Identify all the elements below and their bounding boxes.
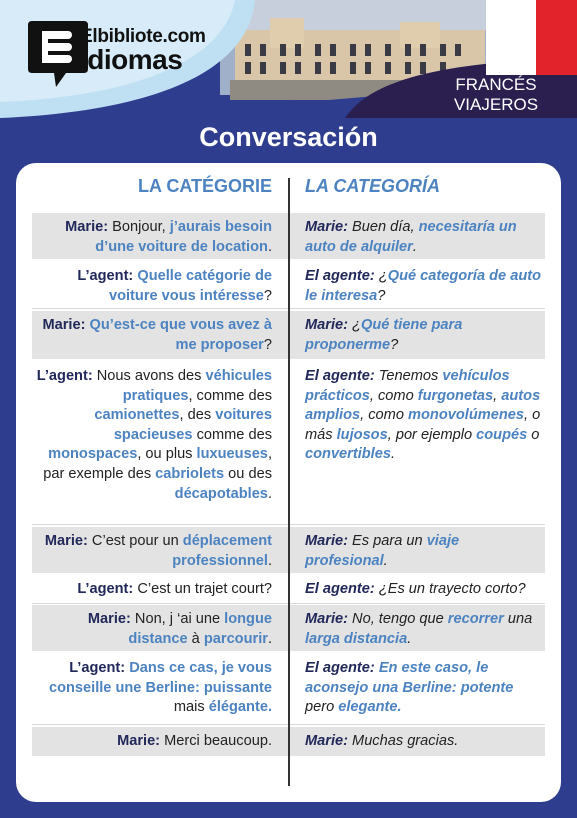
plain-text: pero — [305, 699, 339, 716]
highlighted-phrase: lujosos — [336, 426, 388, 443]
spanish-line — [305, 316, 541, 355]
column-divider — [288, 178, 290, 786]
highlighted-phrase: convertibles — [305, 446, 391, 463]
plain-text: Merci beaucoup. — [160, 733, 272, 749]
plain-text: C’est un trajet court? — [133, 581, 272, 597]
plain-text: , comme des — [188, 387, 272, 404]
plain-text: , — [493, 387, 502, 404]
highlighted-phrase: cabriolets — [155, 465, 225, 482]
highlighted-phrase: déplacement professionnel — [172, 533, 272, 569]
plain-text: . — [267, 485, 272, 502]
plain-text: C’est pour un — [87, 533, 183, 549]
speaker-label: L’agent: — [36, 368, 93, 384]
french-line — [36, 367, 272, 504]
spanish-line — [305, 218, 541, 257]
plain-text: ? — [377, 287, 386, 304]
french-line — [36, 610, 272, 649]
french-line — [36, 532, 272, 571]
speaker-label: Marie: — [305, 611, 348, 627]
plain-text: . — [267, 552, 272, 569]
plain-text: à — [187, 630, 204, 647]
speaker-label: Marie: — [305, 733, 348, 749]
plain-text: comme des — [192, 426, 272, 443]
plain-text: . — [412, 238, 417, 255]
logo-brand-name: Idiomas — [80, 44, 183, 75]
highlighted-phrase: elegante. — [338, 699, 402, 716]
plain-text: , o más — [305, 407, 541, 443]
highlighted-phrase: Dans ce cas, je vous conseille une Berline: puissante — [48, 660, 272, 696]
speaker-label: Marie: — [117, 733, 161, 749]
highlighted-phrase: vehículos prácticos — [305, 368, 510, 404]
speaker-label: L’agent: — [69, 660, 126, 676]
highlighted-phrase: élégante. — [208, 699, 272, 716]
page-title: Conversación — [199, 122, 378, 152]
highlighted-phrase: Quelle catégorie de voiture vous intéresse — [108, 268, 272, 304]
highlighted-phrase: En este caso, le aconsejo una Berline: potente — [305, 660, 514, 696]
plain-text: una — [503, 611, 533, 627]
badge-language: FRANCÉS — [455, 75, 537, 94]
plain-text: , par exemple des — [43, 446, 272, 482]
logo-site-name: Elbibliote.com — [80, 26, 206, 47]
speaker-label: El agente: — [305, 268, 375, 284]
french-line — [36, 316, 272, 355]
highlighted-phrase: Qu’est-ce que vous avez à me proposer — [89, 317, 272, 353]
highlighted-phrase: Qué tiene para proponerme — [305, 317, 463, 353]
highlighted-phrase: voitures spacieuses — [113, 407, 272, 443]
highlighted-phrase: viaje profesional — [305, 533, 460, 569]
spanish-line — [305, 267, 541, 306]
highlighted-phrase: camionettes — [94, 407, 180, 424]
speaker-label: Marie: — [305, 533, 348, 549]
plain-text: Non, j ‘ai une — [130, 611, 225, 627]
speaker-label: Marie: — [305, 317, 348, 333]
plain-text: ¿ — [347, 317, 361, 333]
plain-text: mais — [173, 699, 209, 716]
plain-text: . — [390, 446, 396, 463]
highlighted-phrase: monovolúmenes — [408, 407, 524, 424]
spanish-line — [305, 532, 541, 571]
plain-text: . — [383, 552, 388, 569]
plain-text: Buen día, — [347, 219, 419, 235]
speaker-label: Marie: — [42, 317, 86, 333]
plain-text: ? — [263, 336, 272, 353]
plain-text: , como — [360, 407, 409, 424]
speaker-label: El agente: — [305, 581, 375, 597]
plain-text: o — [527, 426, 540, 443]
plain-text: No, tengo que — [347, 611, 448, 627]
plain-text: Nous avons des — [92, 368, 206, 384]
french-line — [36, 580, 272, 600]
highlighted-phrase: luxueuses — [196, 446, 268, 463]
highlighted-phrase: coupés — [476, 426, 528, 443]
header-banner — [0, 0, 577, 118]
speaker-label: Marie: — [65, 219, 109, 235]
plain-text: . — [267, 630, 272, 647]
plain-text: Tenemos — [374, 368, 443, 384]
french-line — [36, 267, 272, 306]
french-column-heading: LA CATÉGORIE — [138, 176, 272, 196]
plain-text: ¿Es un trayecto corto? — [374, 581, 526, 597]
plain-text: ? — [263, 287, 272, 304]
spanish-line — [305, 367, 541, 465]
spanish-line — [305, 732, 541, 752]
french-line — [36, 659, 272, 718]
speaker-label: L’agent: — [77, 268, 134, 284]
speaker-label: L’agent: — [77, 581, 134, 597]
plain-text: ? — [390, 336, 399, 353]
speaker-label: El agente: — [305, 660, 375, 676]
speaker-label: Marie: — [87, 611, 131, 627]
highlighted-phrase: autos amplios — [305, 387, 541, 424]
highlighted-phrase: Qué categoría de auto le interesa — [305, 268, 542, 304]
french-line — [36, 218, 272, 257]
plain-text: . — [407, 630, 412, 647]
highlighted-phrase: larga distancia — [305, 630, 408, 647]
spanish-line — [305, 580, 541, 600]
plain-text: , como — [369, 387, 418, 404]
french-line — [36, 732, 272, 752]
highlighted-phrase: furgonetas — [417, 387, 494, 404]
highlighted-phrase: j’aurais besoin d’une voiture de location — [95, 219, 272, 255]
highlighted-phrase: necesitaría un auto de alquiler — [305, 219, 517, 255]
plain-text: , ou plus — [137, 446, 197, 463]
badge-audience: VIAJEROS — [453, 95, 539, 114]
highlighted-phrase: longue distance — [128, 611, 272, 647]
plain-text: . — [267, 238, 272, 255]
plain-text: ou des — [224, 465, 272, 482]
highlighted-phrase: monospaces — [48, 446, 138, 463]
highlighted-phrase: décapotables — [174, 485, 268, 502]
highlighted-phrase: parcourir — [203, 630, 268, 647]
highlighted-phrase: recorrer — [447, 611, 504, 627]
speaker-label: Marie: — [44, 533, 88, 549]
plain-text: ¿ — [374, 268, 388, 284]
highlighted-phrase: véhicules pratiques — [122, 368, 272, 404]
plain-text: Muchas gracias. — [347, 733, 459, 749]
spanish-column-heading: LA CATEGORÍA — [305, 176, 440, 196]
plain-text: Bonjour, — [108, 219, 170, 235]
plain-text: Es para un — [347, 533, 427, 549]
spanish-line — [305, 659, 541, 718]
plain-text: , des — [179, 407, 216, 424]
plain-text: , por ejemplo — [387, 426, 477, 443]
spanish-line — [305, 610, 541, 649]
speaker-label: El agente: — [305, 368, 375, 384]
speaker-label: Marie: — [305, 219, 348, 235]
